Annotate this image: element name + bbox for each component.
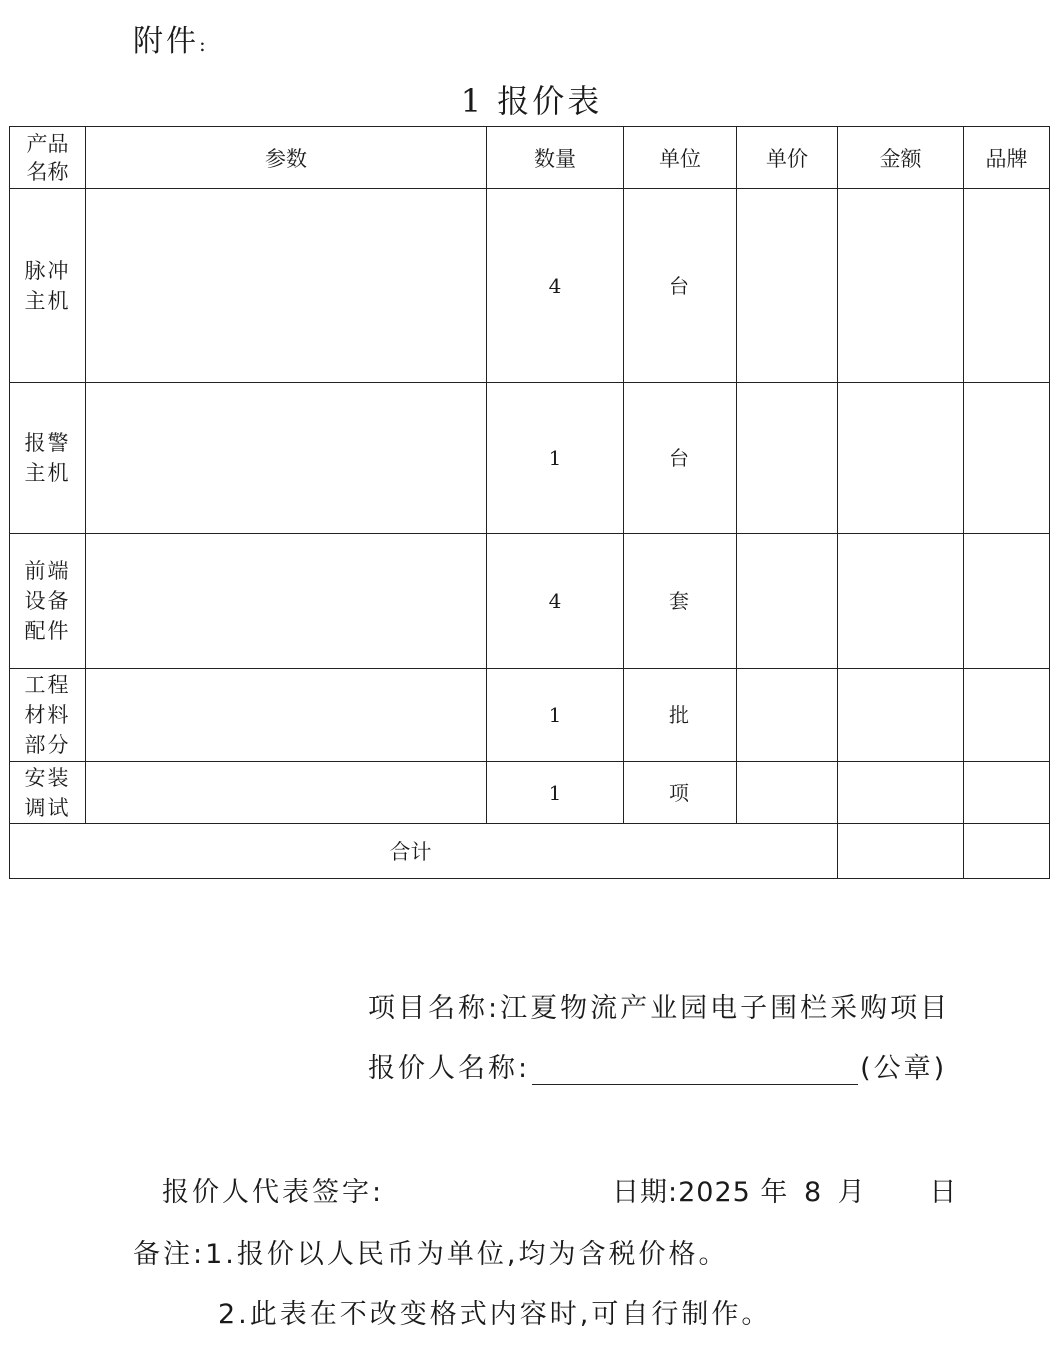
project-name-line [368, 986, 950, 1025]
day-char: 日 [929, 1177, 958, 1208]
unit-cell: 批 [624, 669, 737, 762]
header-quantity: 数量 [487, 127, 624, 189]
table-row [10, 534, 1050, 669]
quantity-cell: 4 [487, 534, 624, 669]
amount-cell [838, 762, 964, 824]
unit-cell: 项 [624, 762, 737, 824]
amount-cell [838, 669, 964, 762]
header-unit-price: 单价 [737, 127, 838, 189]
brand-cell [964, 383, 1050, 534]
quoter-name-blank [532, 1056, 858, 1085]
params-cell [86, 669, 487, 762]
table-row [10, 669, 1050, 762]
quoter-label: 报价人名称: [368, 1053, 531, 1084]
unit-price-cell [737, 762, 838, 824]
table-row [10, 383, 1050, 534]
table-row [10, 762, 1050, 824]
total-brand-cell [964, 824, 1050, 879]
quantity-cell: 1 [487, 383, 624, 534]
amount-cell [838, 534, 964, 669]
unit-cell: 台 [624, 189, 737, 383]
quantity-cell: 4 [487, 189, 624, 383]
params-cell [86, 383, 487, 534]
header-unit: 单位 [624, 127, 737, 189]
unit-price-cell [737, 383, 838, 534]
product-name-cell: 报警 主机 [10, 383, 86, 534]
header-product-name: 产品 名称 [10, 127, 86, 189]
seal-label: (公章) [860, 1053, 948, 1084]
quotation-table [9, 126, 1050, 879]
params-cell [86, 762, 487, 824]
date-month: 8 [804, 1177, 823, 1208]
params-cell [86, 189, 487, 383]
month-char: 月 [837, 1177, 866, 1208]
header-amount: 金额 [838, 127, 964, 189]
quantity-cell: 1 [487, 762, 624, 824]
product-name-cell: 工程 材料 部分 [10, 669, 86, 762]
project-label: 项目名称: [368, 993, 501, 1024]
brand-cell [964, 534, 1050, 669]
attachment-label: 附件: [133, 24, 209, 59]
project-name: 江夏物流产业园电子围栏采购项目 [500, 993, 951, 1024]
total-amount-cell [838, 824, 964, 879]
product-name-cell: 安装 调试 [10, 762, 86, 824]
date-line [612, 1170, 957, 1209]
amount-cell [838, 189, 964, 383]
date-year: 2025 [678, 1177, 751, 1208]
note-label: 备注: [133, 1239, 206, 1270]
note-2: 2.此表在不改变格式内容时,可自行制作。 [218, 1299, 772, 1330]
unit-cell: 套 [624, 534, 737, 669]
total-label: 合计 [10, 824, 838, 879]
date-label: 日期: [612, 1177, 679, 1208]
signature-label: 报价人代表签字: [162, 1177, 385, 1208]
year-char: 年 [760, 1177, 789, 1208]
page-title: 1 报价表 [460, 82, 603, 120]
unit-price-cell [737, 534, 838, 669]
brand-cell [964, 189, 1050, 383]
params-cell [86, 534, 487, 669]
unit-price-cell [737, 189, 838, 383]
brand-cell [964, 669, 1050, 762]
product-name-cell: 脉冲 主机 [10, 189, 86, 383]
note-line-1 [133, 1232, 728, 1271]
unit-price-cell [737, 669, 838, 762]
brand-cell [964, 762, 1050, 824]
header-brand: 品牌 [964, 127, 1050, 189]
table-header-row [10, 127, 1050, 189]
note-1: 1.报价以人民币为单位,均为含税价格。 [205, 1239, 729, 1270]
unit-cell: 台 [624, 383, 737, 534]
header-params: 参数 [86, 127, 487, 189]
quoter-name-line [368, 1046, 947, 1085]
quantity-cell: 1 [487, 669, 624, 762]
product-name-cell: 前端 设备 配件 [10, 534, 86, 669]
total-row [10, 824, 1050, 879]
table-row [10, 189, 1050, 383]
amount-cell [838, 383, 964, 534]
